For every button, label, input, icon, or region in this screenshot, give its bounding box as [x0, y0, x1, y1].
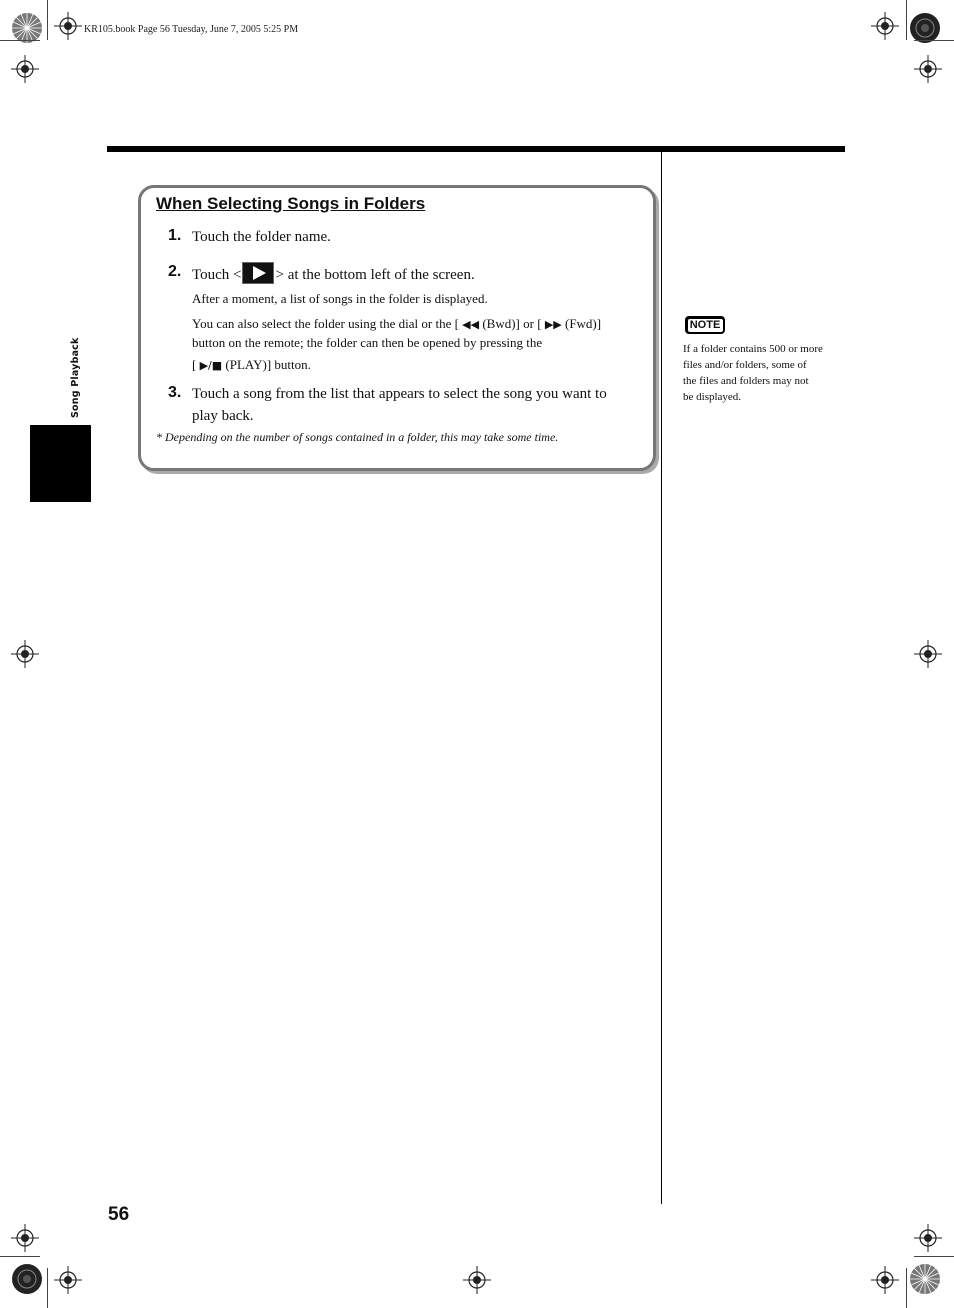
registration-mark-icon [871, 12, 899, 40]
alt-text: (PLAY)] button. [225, 357, 311, 372]
step-detail: After a moment, a list of songs in the folder is displayed. [192, 291, 488, 306]
step-alt-line [192, 355, 311, 376]
step-alt-line: button on the remote; the folder can then be opened by pressing the [192, 335, 543, 350]
trim-mark [914, 40, 954, 41]
calibration-sunburst-icon [11, 1263, 43, 1295]
fast-forward-icon: ▶▶ [544, 318, 562, 331]
alt-text: [ [192, 357, 197, 372]
side-tab-text: Song Playback [70, 337, 81, 418]
registration-mark-icon [914, 1224, 942, 1252]
trim-mark [906, 0, 907, 40]
step-text: Touch a song from the list that appears to select the song you want to [192, 386, 607, 402]
step-text-after: > at the bottom left of the screen. [275, 267, 475, 283]
step-text [192, 262, 475, 286]
section-title: When Selecting Songs in Folders [156, 194, 426, 213]
note-badge-text: NOTE [688, 319, 723, 332]
trim-mark [906, 1268, 907, 1308]
registration-mark-icon [914, 55, 942, 83]
registration-mark-icon [914, 640, 942, 668]
top-rule [107, 146, 845, 152]
alt-text: You can also select the folder using the dial or the [ [192, 316, 459, 331]
alt-text: (Bwd)] or [ [482, 316, 542, 331]
alt-text: (Fwd)] [564, 316, 602, 331]
step-number: 3. [168, 384, 182, 401]
registration-mark-icon [463, 1266, 491, 1294]
trim-mark [47, 0, 48, 40]
note-text [683, 341, 823, 405]
calibration-sunburst-icon [909, 1263, 941, 1295]
trim-mark [0, 40, 40, 41]
file-info-header: KR105.book Page 56 Tuesday, June 7, 2005 5:25 PM [84, 24, 299, 35]
registration-mark-icon [871, 1266, 899, 1294]
note-line: files and/or folders, some of [683, 359, 807, 371]
rewind-icon: ◀◀ [462, 318, 480, 331]
trim-mark [0, 1256, 40, 1257]
note-line: the files and folders may not [683, 375, 809, 387]
play-stop-icon: ▶/■ [199, 359, 223, 372]
play-icon [242, 262, 274, 284]
registration-mark-icon [54, 12, 82, 40]
step-text: play back. [192, 408, 254, 424]
footnote: * Depending on the number of songs contained in a folder, this may take some time. [156, 430, 559, 444]
side-tab-block [30, 425, 91, 502]
registration-mark-icon [11, 640, 39, 668]
note-line: be displayed. [683, 391, 742, 403]
note-badge [685, 316, 725, 334]
registration-mark-icon [54, 1266, 82, 1294]
step-alt-line [192, 314, 601, 335]
step-number: 1. [168, 227, 182, 244]
step-text-before: Touch < [192, 267, 242, 283]
step-text: Touch the folder name. [192, 229, 331, 245]
trim-mark [914, 1256, 954, 1257]
side-tab-label [48, 338, 92, 418]
note-line: If a folder contains 500 or more [683, 343, 823, 355]
page-number: 56 [108, 1204, 130, 1225]
step-number: 2. [168, 263, 182, 280]
registration-mark-icon [11, 55, 39, 83]
column-rule [661, 152, 662, 1204]
trim-mark [47, 1268, 48, 1308]
registration-mark-icon [11, 1224, 39, 1252]
